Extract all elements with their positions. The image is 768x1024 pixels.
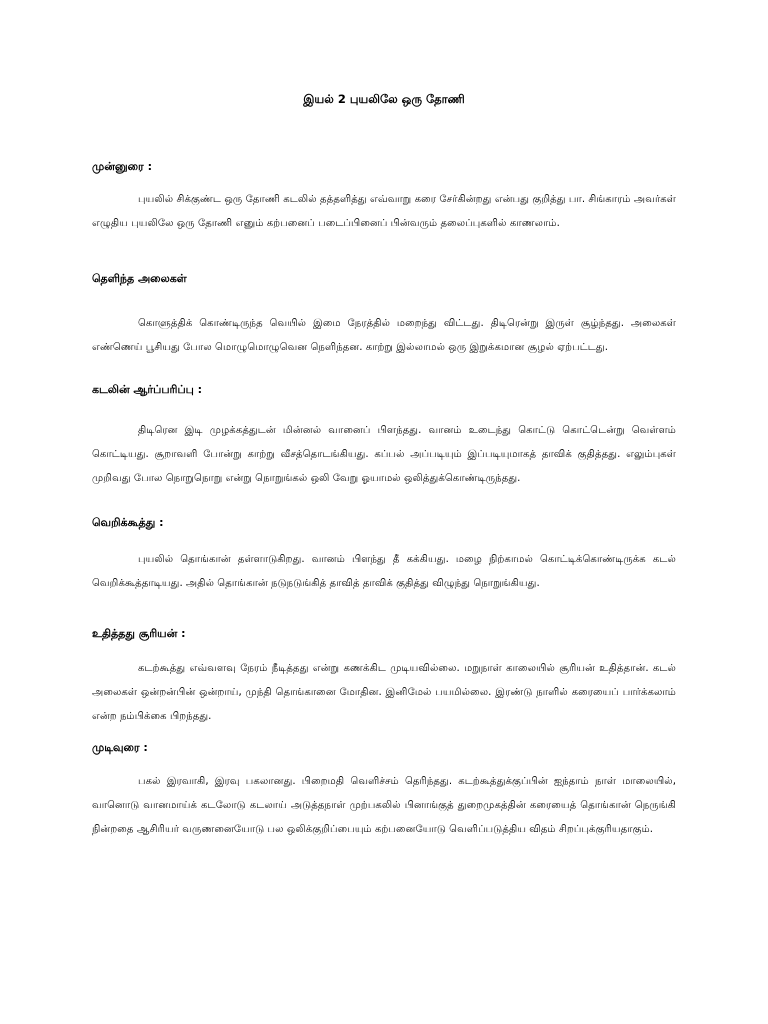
section-body-calm-waves: கொளுத்திக் கொண்டிருந்த வெயில் இமை நேரத்தில் மறைந்து விட்டது. திடிரென்று இருள் சூழ்ந்தது. அலைகள் எண்ணெய் பூசியது போல மொழுமொழுவென நெளிந்தன. காற்று இல்லாமல் ஒரு இறுக்கமான சூழல் ஏற்பட்டது.	[92, 318, 676, 353]
section-body-sunrise: கடற்கூத்து எவ்வளவு நேரம் நீடித்தது என்று கணக்கிட முடியவில்லை. மறுநாள் காலையில் சூரியன் உதித்தான். கடல் அலைகள் ஒன்றன்பின் ஒன்றாய், முந்தி தொங்கானை மோதின. இனிமேல் பயமில்லை. இரண்டு நாளில் கரையைப் பார்க்கலாம் என்ற நம்பிக்கை பிறந்தது.	[92, 663, 676, 722]
section-heading-sea-roar: கடலின் ஆர்ப்பரிப்பு :	[92, 383, 203, 396]
document-title: இயல் 2 புயலிலே ஒரு தோணி	[303, 92, 465, 106]
section-heading-calm-waves: தெளிந்த அலைகள்	[92, 272, 187, 285]
section-heading-conclusion: முடிவுரை :	[92, 741, 148, 754]
section-body-sea-roar: திடிரென இடி முழக்கத்துடன் மின்னல் வானைப் பிளந்தது. வானம் உடைந்து கொட்டு கொட்டென்று வெள்ளம் கொட்டியது. சூறாவளி போன்று காற்று வீசத்தொடங்கியது. கப்பல் அப்படியும் இப்படியுமாகத் தாவிக் குதித்தது. எலும்புகள் முறிவது போல நொறுநொறு என்று நொறுங்கல் ஒலி வேறு ஓயாமல் ஒலித்துக்கொண்டிருந்தது.	[92, 425, 676, 484]
section-body-frenzy-dance: புயலில் தொங்கான் தள்ளாடுகிறது. வானம் பிளந்து தீ கக்கியது. மழை நிற்காமல் கொட்டிக்கொண்டிருக்க கடல் வெறிக்கூத்தாடியது. அதில் தொங்கான் நடுநடுங்கித் தாவித் தாவிக் குதித்து விழுந்து நொறுங்கியது.	[92, 554, 676, 589]
section-heading-frenzy-dance: வெறிக்கூத்து :	[92, 516, 164, 529]
section-body-conclusion: பகல் இரவாகி, இரவு பகலானது. பிறைமதி வெளிச்சம் தெரிந்தது. கடற்கூத்துக்குப்பின் ஐந்தாம் நாள் மாலையில், வானொடு வானமாய்க் கடலோடு கடலாய் அடுத்தநாள் முற்பகலில் பினாங்குத் துறைமுகத்தின் கரையைத் தொங்கான் நெருங்கி நின்றதை ஆசிரியர் வருணனையோடு பல ஒலிக்குறிப்பையும் கற்பனையோடு வெளிப்படுத்திய விதம் சிறப்புக்குரியதாகும்.	[92, 776, 676, 835]
section-heading-sunrise: உதித்தது சூரியன் :	[92, 627, 186, 640]
section-heading-introduction: முன்னுரை :	[92, 160, 152, 173]
section-body-introduction: புயலில் சிக்குண்ட ஒரு தோணி கடலில் தத்தளித்து எவ்வாறு கரை சேர்கின்றது என்பது குறித்து பா. சிங்காரம் அவர்கள் எழுதிய புயலிலே ஒரு தோணி எனும் கற்பனைப் படைப்பினைப் பின்வரும் தலைப்புகளில் காணலாம்.	[92, 194, 676, 229]
